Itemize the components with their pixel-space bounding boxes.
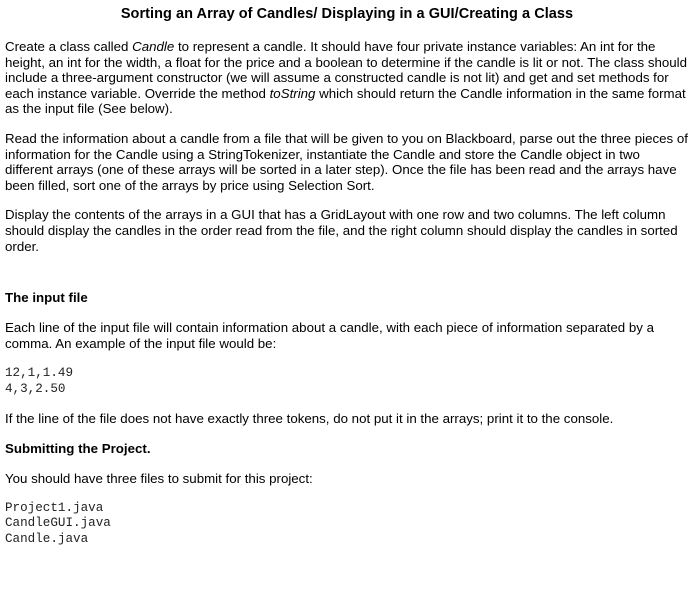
gui-display-paragraph: Display the contents of the arrays in a GUI that has a GridLayout with one row and two columns. The left column should display the candles in the order read from the file, and the right column should display the candles in sorted order. [5, 207, 678, 254]
tokens-rule-paragraph: If the line of the file does not have exactly three tokens, do not put it in the arrays; print it to the console. [5, 411, 614, 427]
file-reading-paragraph: Read the information about a candle from a file that will be given to you on Blackboard, parse out the three pieces of information for the Candle using a StringTokenizer, instantiate the Candle and store the Candle object in two different arrays (one of these arrays will be sorted in a later step). Once the file has been read and the arrays have been filled, sort one of the arrays by price using Selection Sort. [5, 130, 688, 193]
submitting-heading: Submitting the Project. [5, 440, 151, 456]
file-name: Candle.java [5, 531, 89, 546]
candle-class-name: Candle [132, 39, 175, 54]
input-example-block [5, 366, 689, 397]
file-name: CandleGUI.java [5, 516, 111, 530]
input-example-line: 12,1,1.49 [5, 366, 74, 381]
file-name: Project1.java [5, 500, 104, 515]
file-list-block [5, 501, 689, 548]
class-description-paragraph [5, 39, 689, 117]
input-file-paragraph: Each line of the input file will contain information about a candle, with each piece of information separated by a comma. An example of the input file would be: [5, 320, 654, 351]
input-file-heading: The input file [5, 290, 88, 306]
para1-text-1: Create a class called [5, 39, 133, 54]
input-example-line: 4,3,2.50 [5, 381, 66, 396]
para1-text-2: to represent a candle. It should have four private instance variables: An int for the height, an int for the width, a float for the price and a boolean to determine if the candle is lit or not. The class should include a three-argument constructor (we will assume a constructed candle is not lit) and get and set methods for each instance variable. Override the method [5, 39, 687, 101]
document-page [5, 6, 689, 547]
document-title: Sorting an Array of Candles/ Displaying in a GUI/Creating a Class [120, 6, 574, 22]
para1-text-3: which should return the Candle information in the same format as the input file (See below). [5, 85, 686, 117]
submit-files-paragraph: You should have three files to submit for this project: [5, 470, 313, 486]
tostring-method-name: toString [269, 85, 316, 101]
